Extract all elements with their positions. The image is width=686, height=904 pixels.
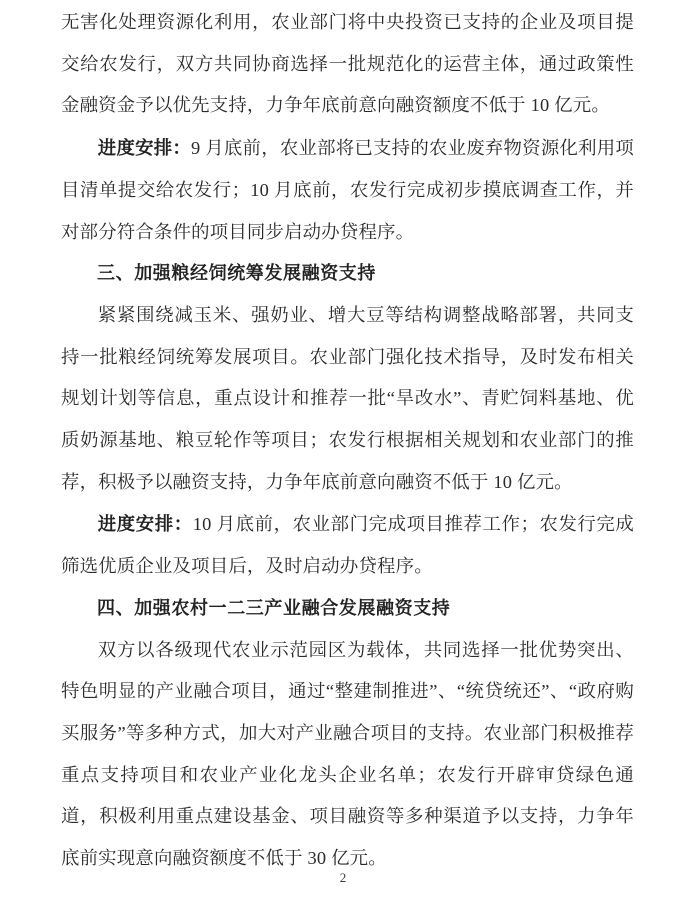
- progress-text: 10 月底前，农业部门完成项目推荐工作；农发行完成筛选优质企业及项目后，及时启动办贷程序。: [61, 514, 634, 577]
- section-heading-four: 四、加强农村一二三产业融合发展融资支持: [97, 597, 451, 618]
- body-paragraph-section-three: 紧紧围绕减玉米、强奶业、增大豆等结构调整战略部署，共同支持一批粮经饲统筹发展项目。农业部门强化技术指导，及时发布相关规划计划等信息，重点设计和推荐一批“旱改水”、青贮饲料基地、优质奶源基地、粮豆轮作等项目；农发行根据相关规划和农业部门的推荐，积极予以融资支持，力争年底前意向融资不低于 10 亿元。: [61, 304, 634, 492]
- progress-lead-label: 进度安排：: [97, 513, 193, 535]
- body-paragraph-section-four: 双方以各级现代农业示范园区为载体，共同选择一批优势突出、特色明显的产业融合项目，通过“整建制推进”、“统贷统还”、“政府购买服务”等多种方式，加大对产业融合项目的支持。农业部门积极推荐重点支持项目和农业产业化龙头企业名单；农发行开辟审贷绿色通道，积极利用重点建设基金、项目融资等多种渠道予以支持，力争年底前实现意向融资额度不低于 30 亿元。: [61, 639, 634, 869]
- document-body: [61, 2, 634, 880]
- progress-schedule-paragraph-1: [61, 127, 634, 253]
- progress-schedule-paragraph-2: [61, 503, 634, 587]
- progress-lead-label: 进度安排：: [97, 137, 192, 159]
- body-paragraph-continuation: 无害化处理资源化利用，农业部门将中央投资已支持的企业及项目提交给农发行，双方共同协商选择一批规范化的运营主体，通过政策性金融资金予以优先支持，力争年底前意向融资额度不低于 10 亿元。: [61, 12, 634, 116]
- progress-text: 9 月底前，农业部将已支持的农业废弃物资源化利用项目清单提交给农发行；10 月底前，农发行完成初步摸底调查工作，并对部分符合条件的项目同步启动办贷程序。: [61, 138, 634, 242]
- section-heading-three: 三、加强粮经饲统筹发展融资支持: [97, 263, 376, 284]
- page-number: 2: [339, 870, 347, 885]
